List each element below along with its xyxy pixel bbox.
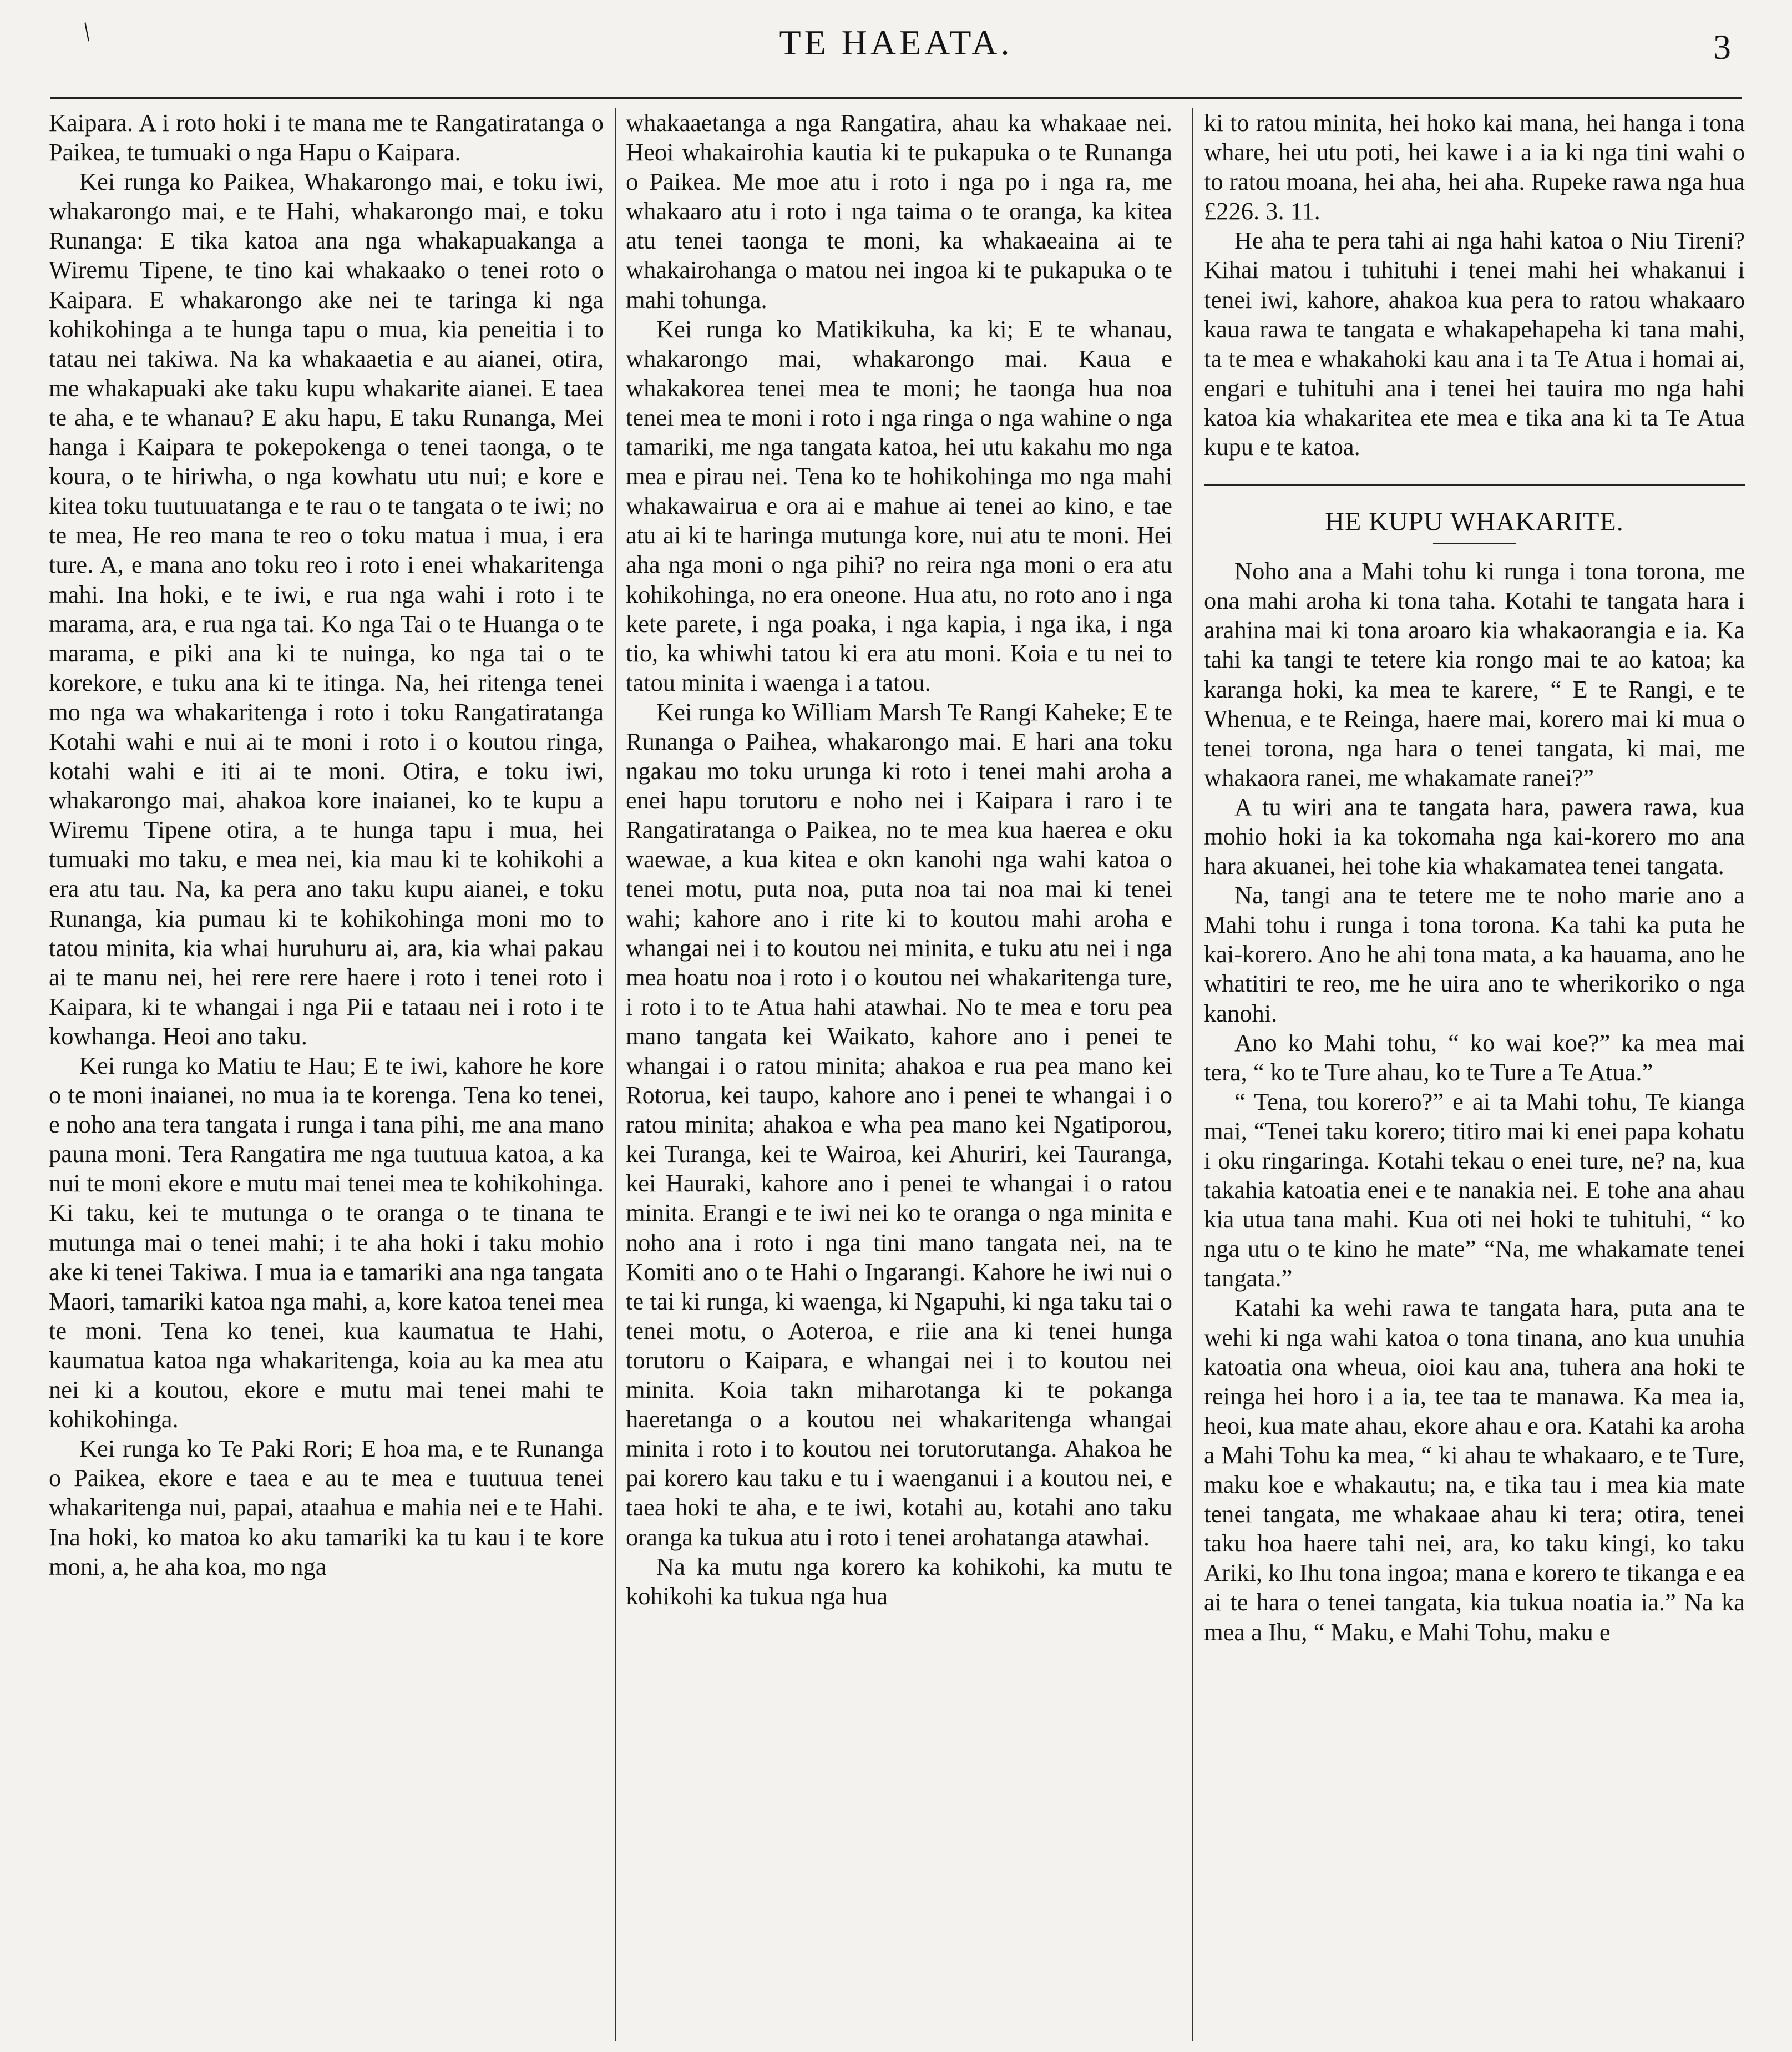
paragraph: Kei runga ko Matikikuha, ka ki; E te whanau, whakarongo mai, whakarongo mai. Kaua e whakakorea tenei mea te moni; he taonga hua noa tenei mea te moni i roto i nga ringa o nga wahine o nga tamariki, me nga tangata katoa, hei utu kakahu mo nga mea e pirau nei. Tena ko te hohikohinga mo nga mahi whakawairua e ora ai e mahue ai tenei ao kino, e tae atu ai ki te haringa mutunga kore, nui atu te moni. Hei aha nga moni o nga pihi? no reira nga moni o era atu kohikohinga, no era oneone. Hua atu, no roto ano i nga kete parete, i nga poaka, i nga kapia, i nga ika, i nga tio, ka whiwhi tatou ki era atu moni. Koia e tu nei to tatou minita i waenga i a tatou. xyxy=(626,315,1172,696)
paragraph: He aha te pera tahi ai nga hahi katoa o Niu Tireni? Kihai matou i tuhituhi i tenei mahi hei whakanui i tenei iwi, kahore, ahakoa kua pera to ratou whakaaro kaua rawa te tangata e whakapehapeha ki tana mahi, ta te mea e whakahoki kau ana i ta Te Atua i homai ai, engari e tuhituhi ana i tenei hei tauira mo nga hahi katoa kia whakaritea ete mea e tika ana ki ta Te Atua kupu e te katoa. xyxy=(1204,226,1745,461)
column-two xyxy=(626,108,1172,2041)
paragraph: Na, tangi ana te tetere me te noho marie ano a Mahi tohu i runga i tona torona. Ka tahi ka puta he kai-korero. Ano he ahi tona mata, a ka hauama, ano he whatitiri te reo, me he uira ano te wherikoriko o nga kanohi. xyxy=(1204,881,1745,1027)
paragraph: Ano ko Mahi tohu, “ ko wai koe?” ka mea mai tera, “ ko te Ture ahau, ko te Ture a Te Atua.” xyxy=(1204,1028,1745,1086)
paragraph: Kaipara. A i roto hoki i te mana me te Rangatiratanga o Paikea, te tumuaki o nga Hapu o Kaipara. xyxy=(49,109,604,166)
paragraph: Noho ana a Mahi tohu ki runga i tona torona, me ona mahi aroha ki tona taha. Kotahi te tangata hara i arahina mai ki tona aroaro kia whakaorangia e ia. Ka tahi ka tangi te tetere kia rongo mai te ao katoa; ka karanga hoki, ka mea te karere, “ E te Rangi, e te Whenua, e te Reinga, haere mai, korero mai ki mua o tenei torona, nga hara o tenei tangata, ki mai, me whakaora ranei, me whakamate ranei?” xyxy=(1204,557,1745,791)
page-title: TE HAEATA. xyxy=(779,23,1013,62)
paragraph: Kei runga ko William Marsh Te Rangi Kaheke; E te Runanga o Paihea, whakarongo mai. E hari ana toku ngakau mo toku urunga ki roto i tenei mahi aroha a enei hapu torutoru e noho nei i Kaipara i raro i te Rangatiratanga o Paikea, no te mea kua haerea e oku waewae, a kua kitea e okn kanohi nga wahi katoa o tenei motu, puta noa, puta noa tai noa mai ki tenei wahi; kahore ano i rite ki to koutou mahi aroha e whangai nei i to koutou nei minita, e tuku atu nei i nga mea hoatu noa i roto i o koutou nei whakaritenga ture, i roto i to te Atua hahi atawhai. No te mea e toru pea mano tangata kei Waikato, kahore ano i penei te whangai i o ratou minita; ahakoa e rua pea mano kei Rotorua, kei taupo, kahore ano i penei te whangai i o ratou minita; ahakoa e wha pea mano kei Ngatiporou, kei Turanga, kei te Wairoa, kei Ahuriri, kei Tauranga, kei Hauraki, kahore ano i penei te whangai i o ratou minita. Erangi e te iwi nei ko te oranga o nga minita e noho ana i roto i nga tini mano tangata nei, na te Komiti ano o te Hahi o Ingarangi. Kahore he iwi nui o te tai ki runga, ki waenga, ki Ngapuhi, ki nga taku tai o tenei motu, o Aoteroa, e riie ana ki tenei hunga torutoru o Kaipara, e whangai nei i to koutou nei minita. Koia takn miharotanga ki te pokanga haeretanga o a koutou nei whakaritenga whangai minita i roto i to koutou nei torutorutanga. Ahakoa he pai korero kau taku e tu i waenganui i a koutou nei, e taea hoki te aha, e te iwi, kotahi au, kotahi ano taku oranga ka tukua atu i roto i tenei arohatanga atawhai. xyxy=(626,698,1172,1551)
page-number: 3 xyxy=(1713,27,1731,67)
section-heading: HE KUPU WHAKARITE. xyxy=(1204,484,1745,538)
column-divider xyxy=(615,108,616,2041)
stray-mark: / xyxy=(76,17,98,47)
paragraph: “ Tena, tou korero?” e ai ta Mahi tohu, Te kianga mai, “Tenei taku korero; titiro mai ki enei papa kohatu i oku ringaringa. Kotahi tekau o enei ture, ne? na, kua takahia katoatia enei e te nanakia nei. E tohe ana ahau kia utua tana mahi. Kua oti nei hoki te tuhituhi, “ ko nga utu o te kino he mate” “Na, me whakamate tenei tangata.” xyxy=(1204,1087,1745,1292)
header-rule xyxy=(50,97,1742,99)
paragraph: Kei runga ko Te Paki Rori; E hoa ma, e te Runanga o Paikea, ekore e taea e au te mea e tuutuua tenei whakaritenga nui, papai, ataahua e mahia nei e te Hahi. Ina hoki, ko matoa ko aku tamariki ka tu kau i te kore moni, a, he aha koa, mo nga xyxy=(49,1434,604,1580)
heading-rule xyxy=(1433,543,1516,544)
paragraph: ki to ratou minita, hei hoko kai mana, hei hanga i tona whare, hei utu poti, hei kawe i a ia ki nga tini wahi o to ratou moana, hei aha, hei aha. Rupeke rawa nga hua £226. 3. 11. xyxy=(1204,109,1745,225)
column-three xyxy=(1204,108,1745,2041)
paragraph: Katahi ka wehi rawa te tangata hara, puta ana te wehi ki nga wahi katoa o tona tinana, ano kua unuhia katoatia ona wheua, oioi kau ana, tuhera ana hoki te reinga hei horo i a ia, tee taa te manawa. Ka mea ia, heoi, kua mate ahau, ekore ahau e ora. Katahi ka aroha a Mahi Tohu ka mea, “ ki ahau te whakaaro, e te Ture, maku koe e whakautu; na, e tika tau i mea kia mate tenei tangata, me whakaae ahau ki tera; otira, tenei taku hoa haere tahi nei, ara, ko taku kingi, ko taku Ariki, ko Ihu tona ingoa; mana e korero te tikanga e ea ai te hara o tenei tangata, kia tukua noatia ia.” Na ka mea a Ihu, “ Maku, e Mahi Tohu, maku e xyxy=(1204,1293,1745,1646)
paragraph: Na ka mutu nga korero ka kohikohi, ka mutu te kohikohi ka tukua nga hua xyxy=(626,1552,1172,1610)
paragraph: whakaaetanga a nga Rangatira, ahau ka whakaae nei. Heoi whakairohia kautia ki te pukapuka o te Runanga o Paikea. Me moe atu i roto i nga po i nga ra, me whakaaro atu i roto i nga taima o te oranga, ka kitea atu tenei taonga te moni, ka whakaeaina ai te whakairohanga o matou nei ingoa ki te pukapuka o te mahi tohunga. xyxy=(626,109,1172,314)
column-divider xyxy=(1192,108,1193,2041)
paragraph: Kei runga ko Matiu te Hau; E te iwi, kahore he kore o te moni inaianei, no mua ia te korenga. Tena ko tenei, e noho ana tera tangata i runga i tana pihi, me ana mano pauna moni. Tera Rangatira me nga tuutuua katoa, a ka nui te moni ekore e mutu mai tenei mea te kohikohinga. Ki taku, kei te mutunga o te oranga o te tinana te mutunga mai o tenei mahi; i te aha hoki i taku mohio ake ki tenei Takiwa. I mua ia e tamariki ana nga tangata Maori, tamariki katoa nga mahi, a, kore katoa tenei mea te moni. Tena ko tenei, kua kaumatua te Hahi, kaumatua katoa nga whakaritenga, koia au ka mea atu nei ki a koutou, ekore e mutu mai tenei mahi te kohikohinga. xyxy=(49,1052,604,1433)
paragraph: A tu wiri ana te tangata hara, pawera rawa, kua mohio hoki ia ka tokomaha nga kai-korero mo ana hara akuanei, hei tohe kia whakamatea tenei tangata. xyxy=(1204,792,1745,880)
paragraph: Kei runga ko Paikea, Whakarongo mai, e toku iwi, whakarongo mai, e te Hahi, whakarongo mai, e toku Runanga: E tika katoa ana nga whakapuakanga a Wiremu Tipene, te tino kai whakaako o tenei roto o Kaipara. E whakarongo ake nei te taringa ki nga kohikohinga a te hunga tapu o mua, kia peneitia i to tatau nei takiwa. Na ka whakaaetia e au aianei, otira, me whakapuaki ake taku kupu whakarite aianei. E taea te aha, e te whanau? E aku hapu, E taku Runanga, Mei hanga i Kaipara te pokepokenga o tenei taonga, o te koura, o te hiriwha, o nga kowhatu utu nui; e kore e kitea toku tuutuuatanga e te rau o te tangata o te iwi; no te mea, He reo mana te reo o toku matua i mua, i era ture. A, e mana ano toku reo i roto i enei whakaritenga mahi. Ina hoki, e te iwi, e rua nga wahi i roto i te marama, ara, e rua nga tai. Ko nga Tai o te Huanga o te marama, e piki ana ki te nuinga, ko nga tai o te korekore, e tuku ana ki te itinga. Na, hei ritenga tenei mo nga wa whakaritenga i roto i toku Rangatiratanga Kotahi wahi e nui ai te moni i roto i o koutou ringa, kotahi wahi e iti ai te moni. Otira, e toku iwi, whakarongo mai, ahakoa kore inaianei, ko te kupu a Wiremu Tipene otira, a te hunga tapu i mua, hei tumuaki mo taku, e mea nei, kia mau ki te kohikohi a era atu tau. Na, ka pera ano taku kupu aianei, e toku Runanga, kia pumau ki te kohikohinga moni mo to tatou minita, kia whai huruhuru ai, ara, kia whai pakau ai te manu nei, hei rere rere haere i roto i tenei roto i Kaipara, ki te whangai i nga Pii e tataau nei i roto i te kowhanga. Heoi ano taku. xyxy=(49,168,604,1050)
column-one xyxy=(49,108,604,2041)
